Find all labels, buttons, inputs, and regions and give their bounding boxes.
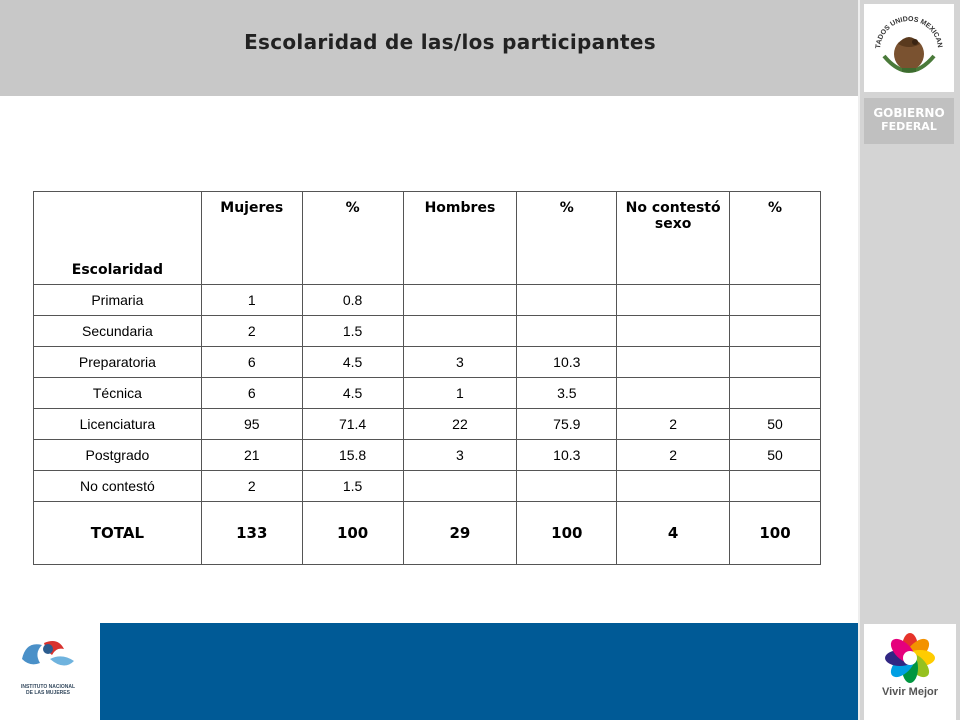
cell-mujeres: 1: [201, 285, 302, 316]
total-mujeres: 133: [201, 502, 302, 565]
cell-mujeres: 6: [201, 378, 302, 409]
table-row: [34, 471, 821, 502]
cell-hombres-pct: 10.3: [517, 347, 617, 378]
cell-mujeres: 95: [201, 409, 302, 440]
federal-label: FEDERAL: [881, 120, 937, 133]
cell-no-contesto: 2: [617, 440, 730, 471]
cell-no-contesto-pct: [730, 378, 821, 409]
row-label: Preparatoria: [34, 347, 202, 378]
header-mujeres: Mujeres: [201, 192, 302, 285]
cell-no-contesto: [617, 347, 730, 378]
cell-no-contesto-pct: [730, 285, 821, 316]
row-label: No contestó: [34, 471, 202, 502]
cell-hombres: [403, 316, 517, 347]
header-hombres: Hombres: [403, 192, 517, 285]
total-no-contesto-pct: 100: [730, 502, 821, 565]
cell-no-contesto: [617, 378, 730, 409]
total-hombres-pct: 100: [517, 502, 617, 565]
vivir-mejor-label: Vivir Mejor: [881, 686, 939, 698]
header-hombres-pct: %: [517, 192, 617, 285]
header-row: [34, 192, 821, 285]
row-label: Postgrado: [34, 440, 202, 471]
cell-mujeres: 21: [201, 440, 302, 471]
inmujeres-logo: [0, 623, 100, 720]
total-no-contesto: 4: [617, 502, 730, 565]
cell-mujeres-pct: 1.5: [302, 471, 403, 502]
total-mujeres-pct: 100: [302, 502, 403, 565]
cell-hombres-pct: 10.3: [517, 440, 617, 471]
cell-no-contesto-pct: 50: [730, 440, 821, 471]
table-row: [34, 409, 821, 440]
cell-no-contesto: 2: [617, 409, 730, 440]
cell-mujeres: 2: [201, 316, 302, 347]
cell-hombres: 22: [403, 409, 517, 440]
cell-no-contesto-pct: [730, 347, 821, 378]
total-label: TOTAL: [34, 502, 202, 565]
cell-hombres-pct: [517, 285, 617, 316]
cell-hombres-pct: 75.9: [517, 409, 617, 440]
cell-no-contesto: [617, 285, 730, 316]
table-row: [34, 347, 821, 378]
table-row: [34, 285, 821, 316]
cell-mujeres-pct: 15.8: [302, 440, 403, 471]
bottom-band: [100, 623, 858, 720]
cell-mujeres-pct: 1.5: [302, 316, 403, 347]
eagle-seal-icon: [864, 4, 954, 92]
cell-hombres: [403, 471, 517, 502]
flower-icon: [864, 624, 956, 686]
cell-mujeres-pct: 71.4: [302, 409, 403, 440]
escolaridad-table: [33, 191, 821, 565]
cell-hombres: 1: [403, 378, 517, 409]
cell-no-contesto-pct: 50: [730, 409, 821, 440]
cell-hombres: 3: [403, 347, 517, 378]
table-row: [34, 440, 821, 471]
table-row: [34, 378, 821, 409]
cell-hombres: 3: [403, 440, 517, 471]
total-row: [34, 502, 821, 565]
inmujeres-label: INSTITUTO NACIONAL DE LAS MUJERES: [20, 684, 76, 696]
gobierno-federal-logo: [864, 98, 954, 144]
seal-text: TADOS UNIDOS MEXICAN: [874, 15, 943, 49]
cell-mujeres-pct: 4.5: [302, 347, 403, 378]
cell-no-contesto: [617, 471, 730, 502]
slide-title: Escolaridad de las/los participantes: [244, 30, 656, 54]
cell-hombres: [403, 285, 517, 316]
header-mujeres-pct: %: [302, 192, 403, 285]
cell-no-contesto: [617, 316, 730, 347]
cell-hombres-pct: [517, 316, 617, 347]
row-label: Técnica: [34, 378, 202, 409]
cell-mujeres-pct: 4.5: [302, 378, 403, 409]
header-escolaridad: Escolaridad: [34, 192, 202, 285]
header-no-contesto-pct: %: [730, 192, 821, 285]
cell-hombres-pct: 3.5: [517, 378, 617, 409]
table-row: [34, 316, 821, 347]
mexico-seal-logo: [864, 4, 954, 92]
vivir-mejor-logo: [864, 624, 956, 720]
cell-hombres-pct: [517, 471, 617, 502]
header-no-contesto-sexo: No contestó sexo: [617, 192, 730, 285]
row-label: Licenciatura: [34, 409, 202, 440]
cell-no-contesto-pct: [730, 316, 821, 347]
cell-mujeres-pct: 0.8: [302, 285, 403, 316]
inmujeres-symbol-icon: [0, 623, 100, 683]
row-label: Primaria: [34, 285, 202, 316]
gobierno-label: GOBIERNO: [873, 106, 945, 120]
cell-mujeres: 6: [201, 347, 302, 378]
row-label: Secundaria: [34, 316, 202, 347]
total-hombres: 29: [403, 502, 517, 565]
cell-no-contesto-pct: [730, 471, 821, 502]
cell-mujeres: 2: [201, 471, 302, 502]
